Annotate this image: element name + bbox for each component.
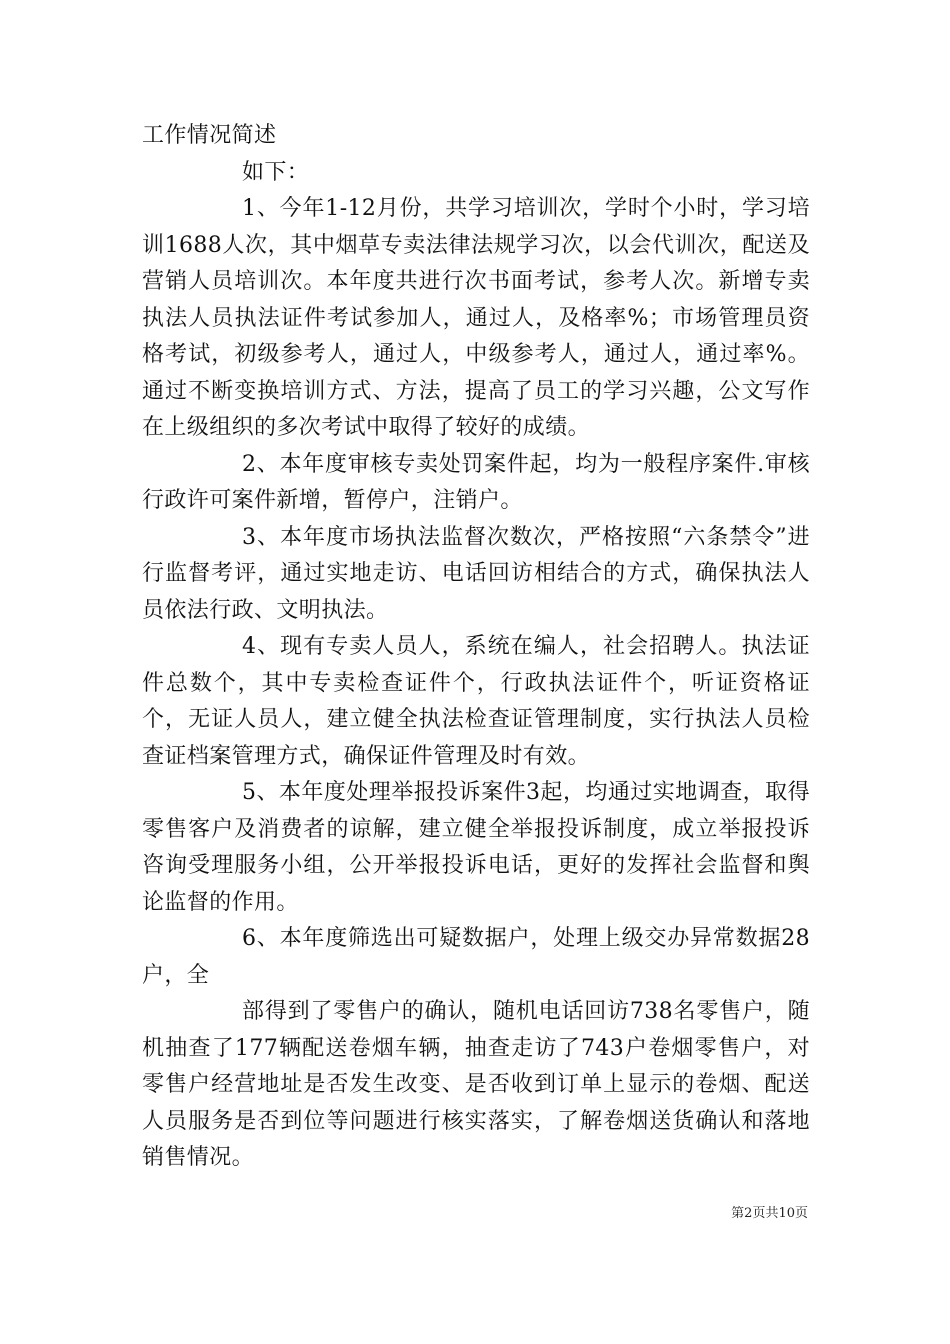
paragraph-6-continued: 部得到了零售户的确认，随机电话回访738名零售户，随机抽查了177辆配送卷烟车辆，抽查走访了743户卷烟零售户，对零售户经营地址是否发生改变、是否收到订单上显示的卷烟、配送人员服务是否到位等问题进行核实落实，了解卷烟送货确认和落地销售情况。 — [142, 999, 810, 1170]
page-number-footer: 第2页共10页 — [731, 1206, 808, 1221]
paragraph-1-training: 1、今年1-12月份，共学习培训次，学时个小时，学习培训1688人次，其中烟草专卖法律法规学习次，以会代训次，配送及营销人员培训次。本年度共进行次书面考试，参考人次。新增专卖执法人员执法证件考试参加人，通过人，及格率%；市场管理员资格考试，初级参考人，通过人，中级参考人，通过人，通过率%。通过不断变换培训方式、方法，提高了员工的学习兴趣，公文写作在上级组织的多次考试中取得了较好的成绩。 — [142, 196, 810, 440]
paragraph-5-complaints: 5、本年度处理举报投诉案件3起，均通过实地调查，取得零售客户及消费者的谅解，建立健全举报投诉制度，成立举报投诉咨询受理服务小组，公开举报投诉电话，更好的发挥社会监督和舆论监督的作用。 — [142, 780, 810, 915]
document-body — [142, 118, 810, 1177]
paragraph-4-personnel: 4、现有专卖人员人，系统在编人，社会招聘人。执法证件总数个，其中专卖检查证件个，行政执法证件个，听证资格证个，无证人员人，建立健全执法检查证管理制度，实行执法人员检查证档案管理方式，确保证件管理及时有效。 — [142, 634, 810, 769]
paragraph-3-supervision: 3、本年度市场执法监督次数次，严格按照“六条禁令”进行监督考评，通过实地走访、电话回访相结合的方式，确保执法人员依法行政、文明执法。 — [142, 524, 810, 623]
document-heading: 工作情况简述 — [142, 123, 277, 148]
paragraph-6-data: 6、本年度筛选出可疑数据户，处理上级交办异常数据28户，全 — [142, 926, 810, 988]
paragraph-2-case-review: 2、本年度审核专卖处罚案件起，均为一般程序案件.审核行政许可案件新增，暂停户，注销户。 — [142, 451, 810, 513]
paragraph-intro: 如下： — [242, 159, 310, 185]
